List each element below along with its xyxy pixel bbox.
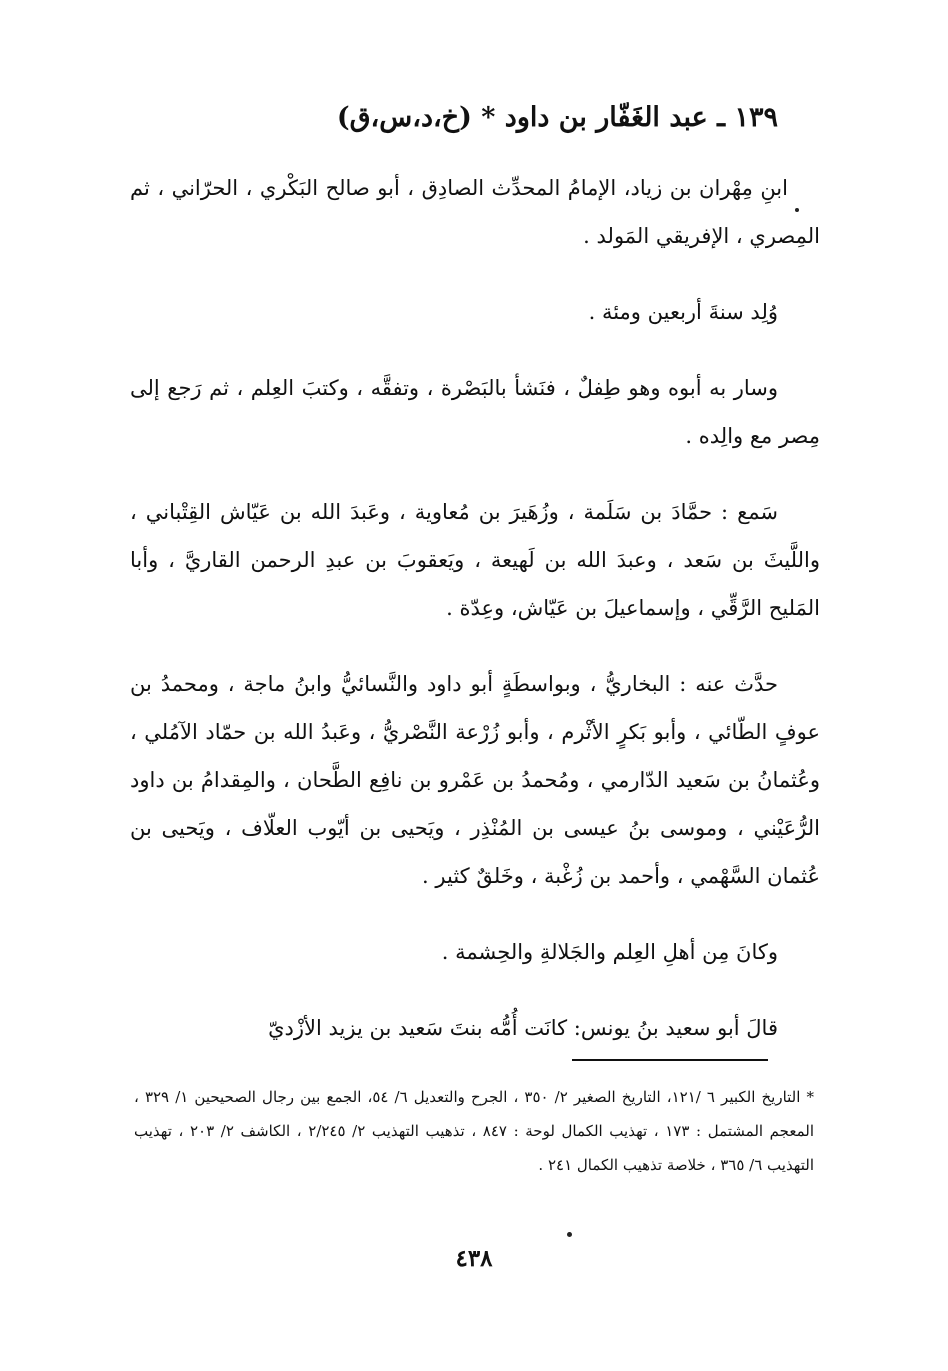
entry-heading: ١٣٩ ـ عبد الغَفّار بن داود * (خ،د،س،ق)	[336, 102, 778, 133]
scan-speck	[567, 1232, 572, 1237]
paragraph-teachers: سَمع : حمَّادَ بن سَلَمة ، وزُهَيرَ بن مُعاوية ، وعَبدَ الله بن عَيّاش القِتْباني ، واللَّيثَ بن سَعد ، وعبدَ الله بن لَهيعة ، ويَعقوبَ بن عبدِ الرحمن القاريَّ ، وأبا المَليح الرَّقِّي ، وإسماعيلَ بن عَيّاش، وعِدّة .	[130, 500, 820, 620]
footnote-divider	[572, 1059, 768, 1061]
page-number: ٤٣٨	[455, 1245, 493, 1272]
scan-speck	[795, 208, 799, 212]
paragraph-quote: قالَ أبو سعيد بنُ يونس: كانَت أُمُّه بنتَ سَعيد بن يزيد الأزْديّ	[268, 1016, 778, 1040]
paragraph-status: وكانَ مِن أهلِ العِلم والجَلالةِ والحِشمة .	[441, 940, 778, 964]
entry-body	[130, 164, 820, 1080]
paragraph-students: حدَّث عنه : البخاريُّ ، وبواسطَةٍ أبو داود والنَّسائيُّ وابنُ ماجة ، ومحمدُ بن عوفٍ الطّائي ، وأبو بَكرٍ الأثْرم ، وأبو زُرْعة النَّصْريُّ ، وعَبدُ الله بن حمّاد الآمُلي ، وعُثمانُ بن سَعيد الدّارمي ، ومُحمدُ بن عَمْرو بن نافِع الطَّحان ، والمِقدامُ بن داود الرُّعَيْني ، وموسى بنُ عيسى بن المُنْذِر ، ويَحيى بن أيّوب العلّاف ، ويَحيى بن عُثمان السَّهْمي ، وأحمد بن زُغْبة ، وخَلقٌ كثير .	[130, 672, 820, 888]
paragraph-travel: وسار به أبوه وهو طِفلٌ ، فنَشأ بالبَصْرة ، وتفقَّه ، وكتبَ العِلم ، ثم رَجع إلى مِصر مع والِده .	[130, 376, 820, 448]
paragraph-lineage: ابنِ مِهْران بن زياد، الإمامُ المحدِّث الصادِق ، أبو صالح البَكْري ، الحرّاني ، ثم المِصري ، الإفريقي المَولد .	[130, 176, 820, 248]
paragraph-birth: وُلِد سنةَ أربعين ومئة .	[588, 300, 778, 324]
footnote: * التاريخ الكبير ٦ /١٢١، التاريخ الصغير ٢/ ٣٥٠ ، الجرح والتعديل ٦/ ٥٤، الجمع بين رجال الصحيحين ١/ ٣٢٩ ، المعجم المشتمل : ١٧٣ ، تهذيب الكمال لوحة : ٨٤٧ ، تذهيب التهذيب ٢/ ٢/٢٤٥ ، الكاشف ٢/ ٢٠٣ ، تهذيب التهذيب ٦/ ٣٦٥ ، خلاصة تذهيب الكمال ٢٤١ .	[134, 1088, 815, 1174]
